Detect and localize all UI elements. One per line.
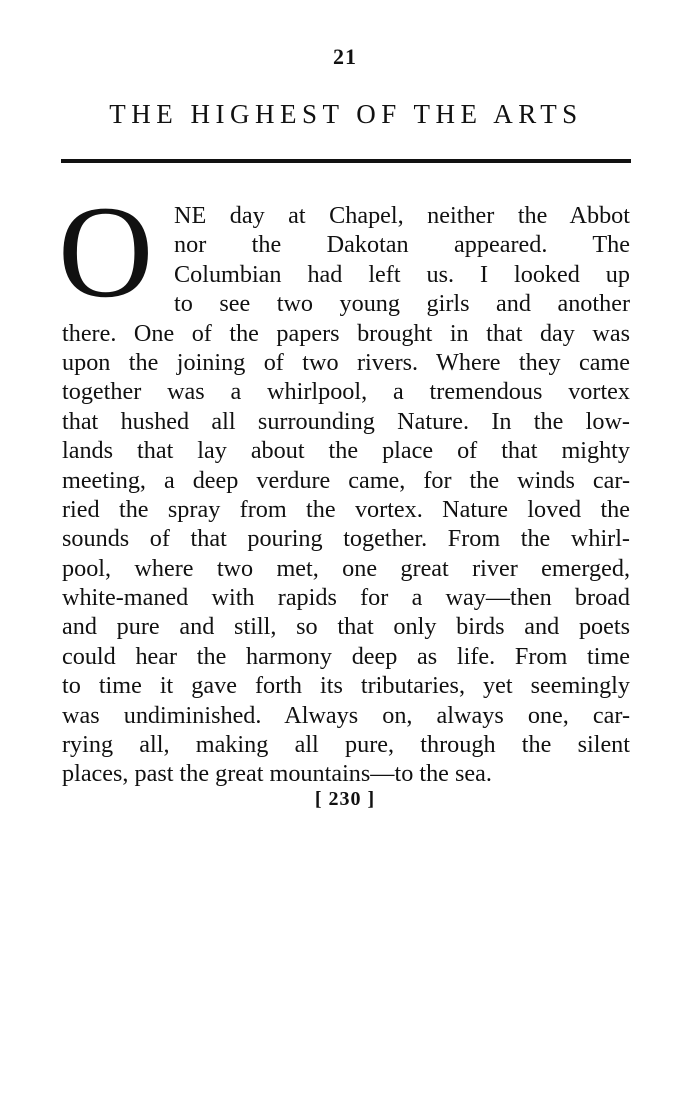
page-number: [ 230 ] xyxy=(314,788,376,810)
body-line: to see two young girls and another xyxy=(174,290,630,318)
body-line: NE day at Chapel, neither the Abbot xyxy=(174,202,630,229)
body-line: could hear the harmony deep as life. From time xyxy=(62,642,630,670)
body-line: Columbian had left us. I looked up xyxy=(174,260,630,288)
drop-cap-letter: O xyxy=(58,178,154,325)
body-line: sounds of that pouring together. From the whirl- xyxy=(62,525,630,553)
body-line: upon the joining of two rivers. Where they came xyxy=(62,348,630,376)
body-line-last: places, past the great mountains—to the sea. xyxy=(62,760,492,788)
body-line: rying all, making all pure, through the silent xyxy=(62,731,630,759)
body-text xyxy=(62,201,630,789)
body-line: that hushed all surrounding Nature. In the low- xyxy=(62,407,630,435)
body-line: was undiminished. Always on, always one, car- xyxy=(62,701,630,729)
body-line: there. One of the papers brought in that day was xyxy=(62,319,630,347)
body-line: ried the spray from the vortex. Nature loved the xyxy=(62,495,630,523)
title-rule xyxy=(61,159,631,163)
body-line: together was a whirlpool, a tremendous vortex xyxy=(62,378,630,406)
body-line: meeting, a deep verdure came, for the winds car- xyxy=(62,466,630,494)
chapter-number: 21 xyxy=(333,44,357,69)
body-line: nor the Dakotan appeared. The xyxy=(174,231,630,259)
body-line: and pure and still, so that only birds and poets xyxy=(62,613,630,641)
body-line: lands that lay about the place of that mighty xyxy=(62,437,630,465)
body-line: white-maned with rapids for a way—then broad xyxy=(62,584,630,612)
body-line: to time it gave forth its tributaries, yet seemingly xyxy=(62,672,630,700)
chapter-title: THE HIGHEST OF THE ARTS xyxy=(109,99,583,129)
body-line: pool, where two met, one great river emerged, xyxy=(62,554,630,582)
